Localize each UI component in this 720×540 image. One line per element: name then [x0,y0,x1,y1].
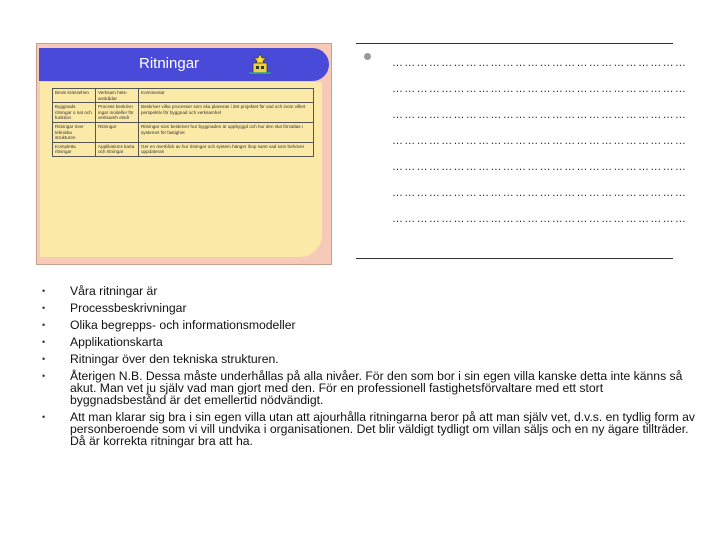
table-cell: Applikations karta och ritningar [96,142,139,156]
notes-line: ……………………………………………………………… [392,109,688,121]
notes-line: ……………………………………………………………… [392,213,688,225]
table-cell: Ger en överblick av hur ritningar och system hänger ihop samt vad som behöver uppdateras [139,142,314,156]
table-row [53,89,314,103]
notes-bottom-rule [356,258,673,259]
list-item: • Ritningar över den tekniska strukturen. [40,353,700,365]
table-cell: Process beskrivn ingar modeller för verksamh etsdr [96,103,139,123]
table-cell: Ritningar [96,122,139,142]
notes-bullet-icon [364,53,371,60]
table-cell: Kommentar [139,89,314,103]
list-item: • Återigen N.B. Dessa måste underhållas på alla nivåer. För den som bor i sin egen villa kanske detta inte känns så akut. Man vet ju själv vad man gjort med den. För en professionell fastighetsförvaltare med ett stort byggnadsbestånd är det emellertid nödvändigt. [40,370,700,406]
table-cell: Beskriver vilka processer som ska planeras i det projektet för vad och inom vilket perspektiv för byggnad och verksamhet [139,103,314,123]
list-item: • Att man klarar sig bra i sin egen villa utan att ajourhålla ritningarna beror på att man själv vet, d.v.s. en tydlig form av personberoende som vi vill undvika i organisationen. Det blir väldigt tydligt om villan säljs och en ny ägare tillträder. Då är korrekta ritningar bra att ha. [40,411,700,447]
table-row [53,142,314,156]
slide-title: Ritningar [139,55,200,72]
table-cell: Kompletta ritningar [53,142,96,156]
list-item: • Olika begrepps- och informationsmodeller [40,319,700,331]
notes-line: ……………………………………………………………… [392,187,688,199]
list-item: • Processbeskrivningar [40,302,700,314]
table-cell: Verksam hets- anskådar [96,89,139,103]
slide-title-bar [39,48,329,81]
table-cell: Byggnads ritningar o nat och funktion [53,103,96,123]
table-cell: Ritningar över tekniska strukturen [53,122,96,142]
list-item: • Våra ritningar är [40,285,700,297]
notes-line: ……………………………………………………………… [392,161,688,173]
slide-thumbnail[interactable] [36,43,332,265]
slide-table [52,88,314,157]
table-cell: Ritningar som beskriver hur byggnaden är uppbyggd och hur den ska förvaltas i systemet för fastighet [139,122,314,142]
table-row [53,103,314,123]
speaker-notes-list [40,285,700,452]
notes-placeholder[interactable] [392,57,688,239]
table-cell: Bevis kränsehen [53,89,96,103]
list-item: • Applikationskarta [40,336,700,348]
notes-top-rule [356,43,673,44]
house-logo-icon [249,53,271,75]
notes-line: ……………………………………………………………… [392,57,688,69]
notes-line: ……………………………………………………………… [392,135,688,147]
table-row [53,122,314,142]
notes-line: ……………………………………………………………… [392,83,688,95]
